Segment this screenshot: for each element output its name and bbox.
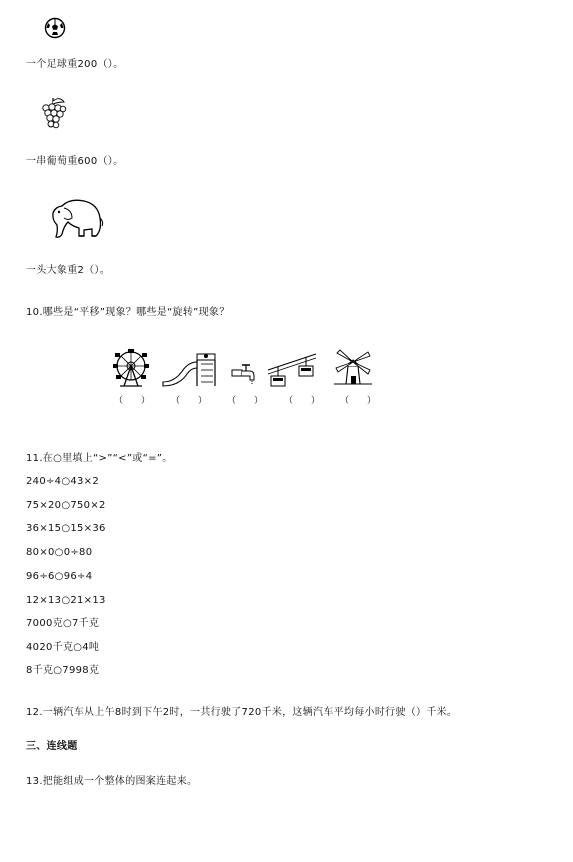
question-10-title: 10.哪些是“平移”现象？哪些是“旋转”现象？ bbox=[26, 307, 230, 318]
question-elephant: 一头大象重2（）。 bbox=[26, 265, 111, 276]
compare-item: 4020千克○4吨 bbox=[26, 642, 100, 653]
answer-blank-3[interactable]: （ ） bbox=[227, 396, 264, 406]
compare-item: 80×0○0÷80 bbox=[26, 547, 93, 558]
compare-item: 36×15○15×36 bbox=[26, 523, 106, 534]
elephant-icon bbox=[46, 196, 104, 242]
cable-car-icon bbox=[266, 352, 318, 388]
compare-item: 8千克○7998克 bbox=[26, 665, 100, 676]
compare-item: 7000克○7千克 bbox=[26, 618, 100, 629]
question-soccer-ball: 一个足球重200（）。 bbox=[26, 59, 124, 70]
question-11-title: 11.在○里填上“>”“<”或“=”。 bbox=[26, 453, 173, 464]
compare-item: 12×13○21×13 bbox=[26, 595, 106, 606]
faucet-icon bbox=[230, 362, 258, 386]
grapes-icon bbox=[38, 96, 68, 132]
slide-icon bbox=[161, 352, 221, 388]
ferris-wheel-icon bbox=[112, 348, 152, 388]
windmill-icon bbox=[330, 348, 374, 388]
compare-item: 240÷4○43×2 bbox=[26, 476, 100, 487]
answer-blank-5[interactable]: （ ） bbox=[340, 396, 377, 406]
question-grapes: 一串葡萄重600（）。 bbox=[26, 156, 124, 167]
answer-blank-2[interactable]: （ ） bbox=[171, 396, 208, 406]
soccer-ball-icon bbox=[44, 17, 66, 39]
compare-item: 75×20○750×2 bbox=[26, 500, 106, 511]
compare-item: 96÷6○96÷4 bbox=[26, 571, 93, 582]
answer-blank-1[interactable]: （ ） bbox=[114, 396, 151, 406]
question-13: 13.把能组成一个整体的图案连起来。 bbox=[26, 776, 198, 787]
answer-blank-4[interactable]: （ ） bbox=[284, 396, 321, 406]
question-12: 12.一辆汽车从上午8时到下午2时，一共行驶了720千米，这辆汽车平均每小时行驶（）千米。 bbox=[26, 707, 458, 718]
section-heading: 三、连线题 bbox=[26, 741, 78, 752]
